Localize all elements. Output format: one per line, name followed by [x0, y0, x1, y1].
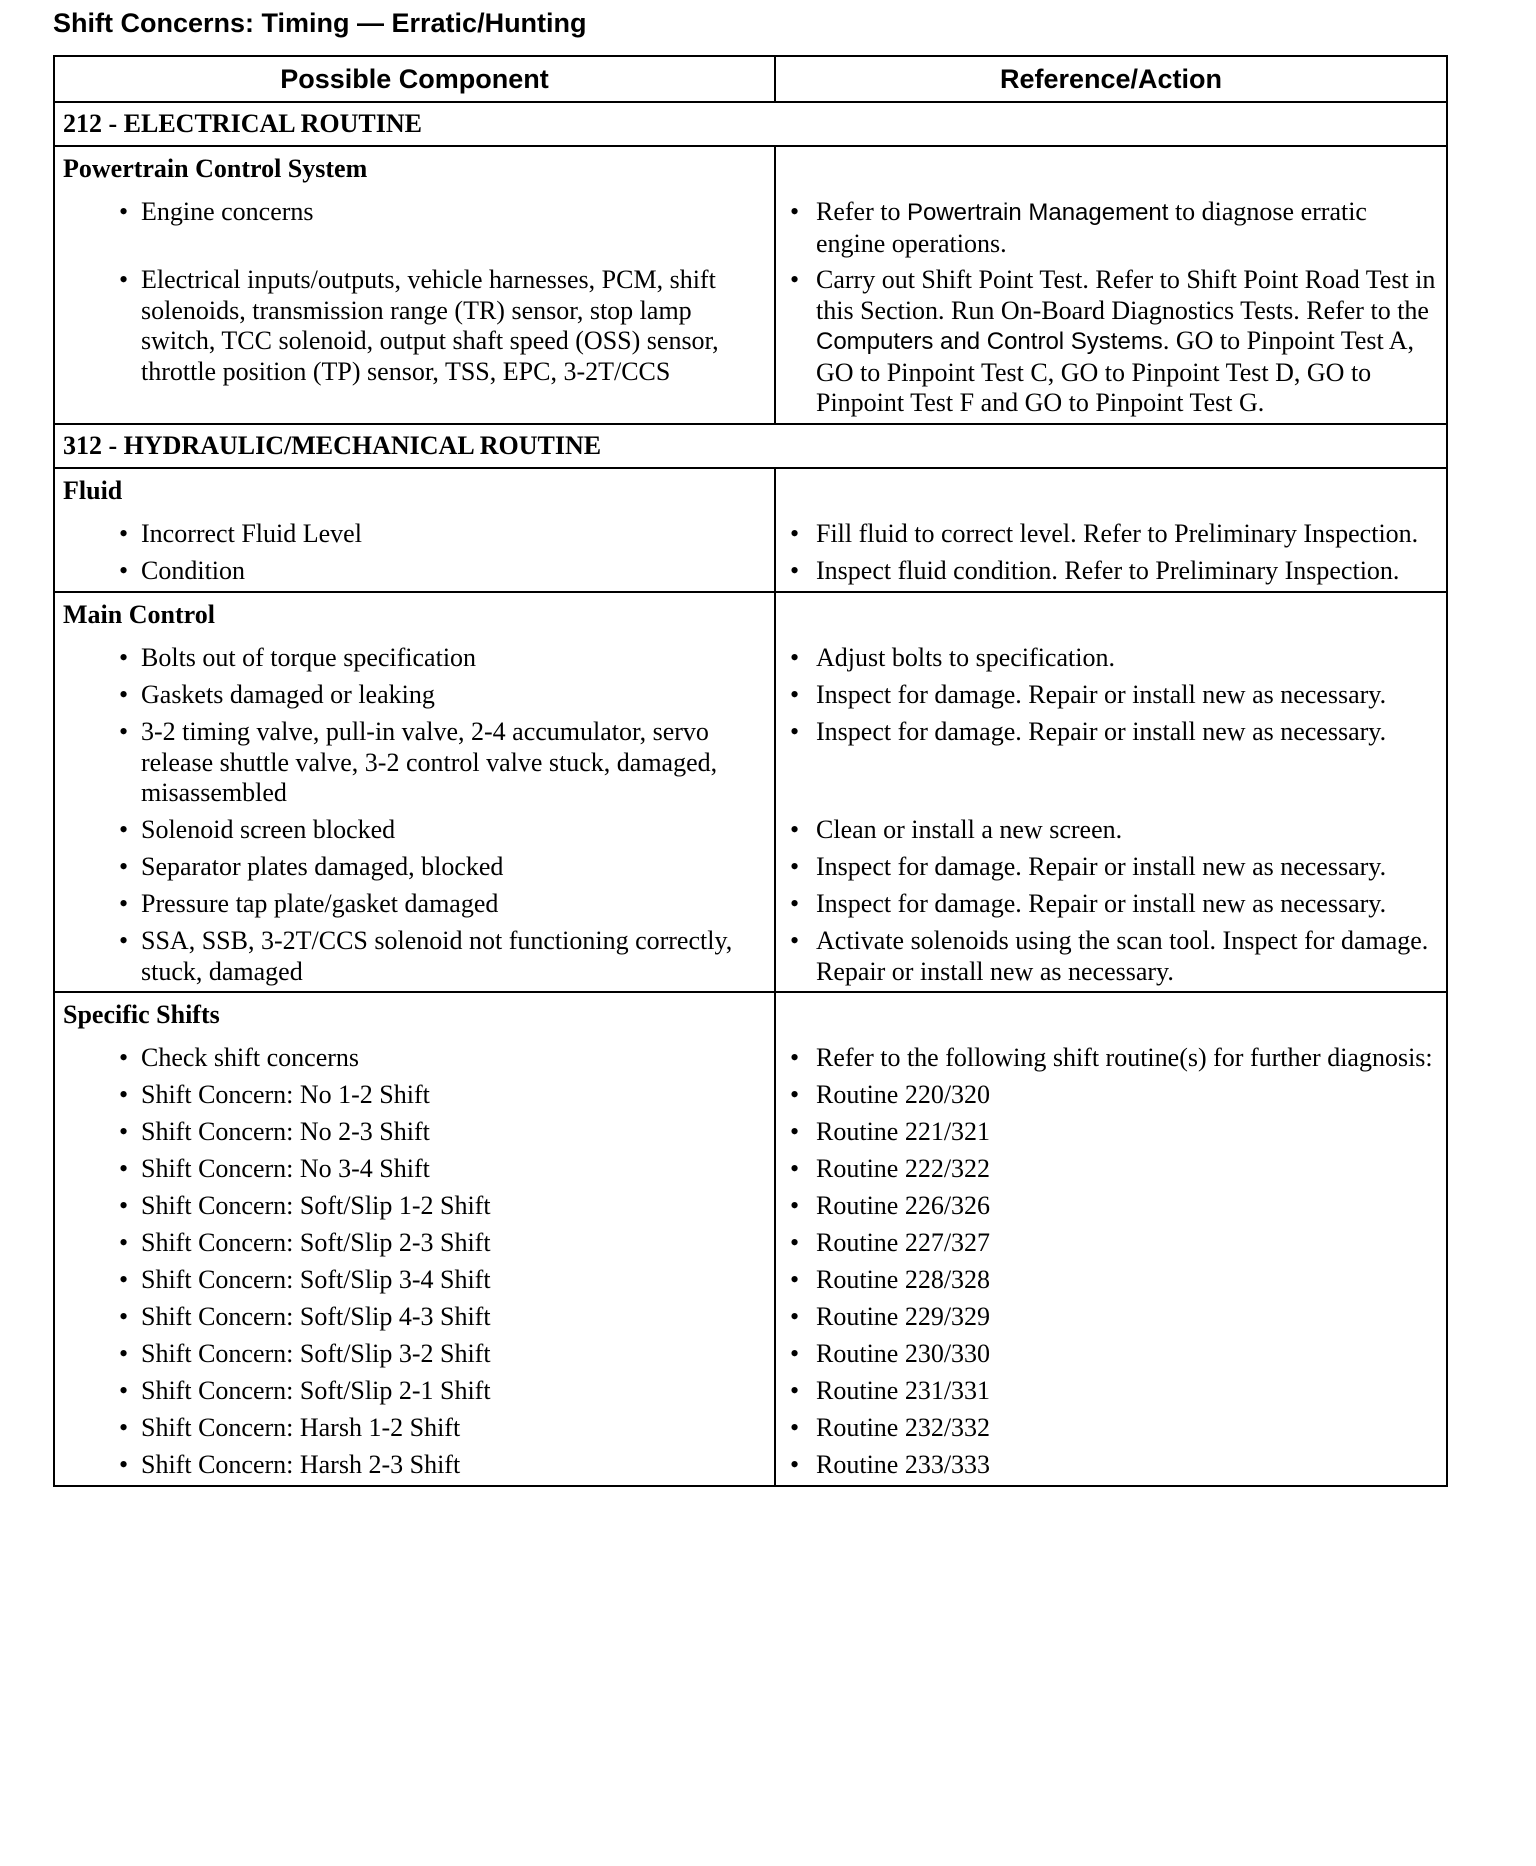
action-text: Routine 233/333	[816, 1450, 991, 1479]
component-item	[63, 711, 774, 809]
bullet-icon: •	[790, 1191, 800, 1220]
bullet-icon: •	[790, 265, 800, 294]
bullet-icon: •	[790, 1228, 800, 1257]
action-cell	[776, 469, 1446, 591]
component-item	[63, 550, 774, 587]
action-text: Routine 228/328	[816, 1265, 991, 1294]
bullet-icon: •	[119, 1191, 129, 1220]
action-item	[776, 883, 1446, 920]
action-text: Refer to the following shift routine(s) for further diagnosis:	[816, 1043, 1433, 1072]
component-item	[63, 809, 774, 846]
component-text: Engine concerns	[141, 197, 314, 226]
reference-link: Powertrain Management	[906, 199, 1169, 226]
bullet-icon: •	[119, 1154, 129, 1183]
component-item	[63, 513, 774, 550]
page-title: Shift Concerns: Timing — Erratic/Hunting	[53, 8, 587, 38]
bullet-icon: •	[790, 1450, 800, 1479]
component-text: Shift Concern: No 3-4 Shift	[141, 1154, 430, 1183]
component-group	[55, 469, 1446, 593]
component-item	[63, 883, 774, 920]
action-item	[776, 1407, 1446, 1444]
component-text: Shift Concern: Harsh 2-3 Shift	[141, 1450, 461, 1479]
component-text: Shift Concern: Soft/Slip 4-3 Shift	[141, 1302, 491, 1331]
action-text: . GO to Pinpoint Test A, GO to Pinpoint Test C, GO to Pinpoint Test D, GO to Pinpoint Test F and GO to Pinpoint Test G.	[816, 326, 1415, 417]
action-cell	[776, 147, 1446, 423]
action-text: Routine 227/327	[816, 1228, 991, 1257]
component-item	[63, 191, 774, 259]
action-text: Routine 230/330	[816, 1339, 991, 1368]
component-item	[63, 1185, 774, 1222]
action-text: Adjust bolts to specification.	[816, 643, 1115, 672]
group-heading: Main Control	[63, 600, 215, 629]
bullet-icon: •	[790, 556, 800, 585]
action-item	[776, 1148, 1446, 1185]
bullet-icon: •	[790, 1080, 800, 1109]
bullet-icon: •	[119, 926, 129, 955]
bullet-icon: •	[119, 1376, 129, 1405]
component-item	[63, 846, 774, 883]
action-text: to diagnose erratic engine operations.	[816, 197, 1367, 258]
component-cell	[55, 593, 776, 991]
action-text: Routine 231/331	[816, 1376, 991, 1405]
group-heading-spacer	[776, 593, 1446, 637]
bullet-icon: •	[119, 852, 129, 881]
bullet-icon: •	[119, 1228, 129, 1257]
bullet-icon: •	[790, 815, 800, 844]
component-text: Shift Concern: Soft/Slip 1-2 Shift	[141, 1191, 491, 1220]
component-cell	[55, 147, 776, 423]
bullet-icon: •	[119, 1043, 129, 1072]
bullet-icon: •	[790, 197, 800, 226]
component-text: Shift Concern: No 1-2 Shift	[141, 1080, 430, 1109]
action-text: Refer to	[816, 197, 907, 226]
bullet-icon: •	[790, 1339, 800, 1368]
bullet-icon: •	[790, 1154, 800, 1183]
component-item	[63, 1333, 774, 1370]
component-group	[55, 593, 1446, 993]
group-heading-spacer	[776, 469, 1446, 513]
action-item	[776, 1222, 1446, 1259]
component-text: Separator plates damaged, blocked	[141, 852, 504, 881]
group-heading: Specific Shifts	[63, 1000, 220, 1029]
group-heading-spacer	[776, 147, 1446, 191]
action-cell	[776, 593, 1446, 991]
bullet-icon: •	[119, 1302, 129, 1331]
bullet-icon: •	[790, 926, 800, 955]
component-text: Incorrect Fluid Level	[141, 519, 362, 548]
bullet-icon: •	[790, 852, 800, 881]
action-item	[776, 191, 1446, 259]
bullet-icon: •	[790, 1376, 800, 1405]
component-text: Bolts out of torque specification	[141, 643, 477, 672]
bullet-icon: •	[790, 519, 800, 548]
action-item	[776, 1444, 1446, 1481]
component-item	[63, 637, 774, 674]
action-item	[776, 846, 1446, 883]
component-item	[63, 1037, 774, 1074]
table-header-row	[55, 57, 1446, 103]
bullet-icon: •	[119, 815, 129, 844]
bullet-icon: •	[790, 889, 800, 918]
group-heading-spacer	[776, 993, 1446, 1037]
action-item	[776, 513, 1446, 550]
action-text: Routine 232/332	[816, 1413, 991, 1442]
component-text: Condition	[141, 556, 246, 585]
component-text: SSA, SSB, 3-2T/CCS solenoid not functioning correctly, stuck, damaged	[141, 926, 733, 986]
bullet-icon: •	[119, 1450, 129, 1479]
reference-link: Computers and Control Systems	[816, 328, 1163, 355]
component-item	[63, 1111, 774, 1148]
component-text: Pressure tap plate/gasket damaged	[141, 889, 499, 918]
component-text: 3-2 timing valve, pull-in valve, 2-4 accumulator, servo release shuttle valve, 3-2 control valve stuck, damaged, misassembled	[141, 717, 718, 807]
bullet-icon: •	[119, 1413, 129, 1442]
bullet-icon: •	[119, 717, 129, 746]
action-text: Routine 229/329	[816, 1302, 991, 1331]
bullet-icon: •	[790, 1302, 800, 1331]
bullet-icon: •	[119, 680, 129, 709]
action-text: Inspect for damage. Repair or install new as necessary.	[816, 717, 1387, 746]
action-item	[776, 1185, 1446, 1222]
bullet-icon: •	[790, 717, 800, 746]
action-item	[776, 1370, 1446, 1407]
component-text: Shift Concern: No 2-3 Shift	[141, 1117, 430, 1146]
component-group	[55, 147, 1446, 425]
component-item	[63, 1370, 774, 1407]
action-text: Inspect for damage. Repair or install new as necessary.	[816, 889, 1387, 918]
bullet-icon: •	[790, 680, 800, 709]
action-item	[776, 920, 1446, 987]
action-item	[776, 809, 1446, 846]
bullet-icon: •	[119, 889, 129, 918]
component-item	[63, 920, 774, 987]
action-item	[776, 259, 1446, 419]
action-item	[776, 1074, 1446, 1111]
action-text: Fill fluid to correct level. Refer to Preliminary Inspection.	[816, 519, 1419, 548]
bullet-icon: •	[790, 1043, 800, 1072]
bullet-icon: •	[790, 1413, 800, 1442]
component-group	[55, 993, 1446, 1485]
action-item	[776, 1296, 1446, 1333]
bullet-icon: •	[119, 197, 129, 226]
component-item	[63, 1296, 774, 1333]
component-cell	[55, 469, 776, 591]
action-text: Carry out Shift Point Test. Refer to Shift Point Road Test in this Section. Run On-Board Diagnostics Tests. Refer to the	[816, 265, 1436, 325]
action-item	[776, 1037, 1446, 1074]
action-text: Routine 226/326	[816, 1191, 991, 1220]
action-item	[776, 1333, 1446, 1370]
component-text: Shift Concern: Soft/Slip 2-1 Shift	[141, 1376, 491, 1405]
action-item	[776, 1111, 1446, 1148]
bullet-icon: •	[119, 265, 129, 294]
action-item	[776, 711, 1446, 809]
bullet-icon: •	[790, 1117, 800, 1146]
bullet-icon: •	[119, 643, 129, 672]
action-text: Activate solenoids using the scan tool. Inspect for damage. Repair or install new as necessary.	[816, 926, 1429, 986]
bullet-icon: •	[119, 519, 129, 548]
component-item	[63, 1444, 774, 1481]
bullet-icon: •	[119, 1117, 129, 1146]
component-text: Shift Concern: Soft/Slip 3-2 Shift	[141, 1339, 491, 1368]
diagnostic-table	[53, 55, 1448, 1487]
action-text: Inspect fluid condition. Refer to Preliminary Inspection.	[816, 556, 1400, 585]
component-item	[63, 1222, 774, 1259]
component-text: Gaskets damaged or leaking	[141, 680, 435, 709]
component-item	[63, 1259, 774, 1296]
column-header-action: Reference/Action	[999, 63, 1223, 94]
table-body	[55, 103, 1446, 1485]
component-text: Check shift concerns	[141, 1043, 360, 1072]
component-text: Shift Concern: Soft/Slip 3-4 Shift	[141, 1265, 491, 1294]
component-item	[63, 1148, 774, 1185]
bullet-icon: •	[790, 1265, 800, 1294]
component-cell	[55, 993, 776, 1485]
action-item	[776, 674, 1446, 711]
action-item	[776, 637, 1446, 674]
group-heading: Fluid	[63, 476, 123, 505]
bullet-icon: •	[119, 1339, 129, 1368]
action-item	[776, 1259, 1446, 1296]
component-text: Shift Concern: Harsh 1-2 Shift	[141, 1413, 461, 1442]
bullet-icon: •	[119, 1265, 129, 1294]
bullet-icon: •	[119, 556, 129, 585]
component-item	[63, 259, 774, 419]
component-item	[63, 1407, 774, 1444]
bullet-icon: •	[790, 643, 800, 672]
component-text: Electrical inputs/outputs, vehicle harnesses, PCM, shift solenoids, transmission range (TR) sensor, stop lamp switch, TCC solenoid, output shaft speed (OSS) sensor, throttle position (TP) sensor, TSS, EPC, 3-2T/CCS	[141, 265, 719, 386]
action-item	[776, 550, 1446, 587]
routine-heading: 312 - HYDRAULIC/MECHANICAL ROUTINE	[55, 425, 1446, 469]
routine-heading: 212 - ELECTRICAL ROUTINE	[55, 103, 1446, 147]
component-item	[63, 674, 774, 711]
action-cell	[776, 993, 1446, 1485]
component-text: Solenoid screen blocked	[141, 815, 396, 844]
bullet-icon: •	[119, 1080, 129, 1109]
component-item	[63, 1074, 774, 1111]
group-heading: Powertrain Control System	[63, 154, 368, 183]
component-text: Shift Concern: Soft/Slip 2-3 Shift	[141, 1228, 491, 1257]
action-text: Routine 220/320	[816, 1080, 991, 1109]
action-text: Inspect for damage. Repair or install new as necessary.	[816, 852, 1387, 881]
action-text: Routine 221/321	[816, 1117, 991, 1146]
column-header-component: Possible Component	[55, 57, 776, 101]
action-text: Routine 222/322	[816, 1154, 991, 1183]
action-text: Inspect for damage. Repair or install new as necessary.	[816, 680, 1387, 709]
action-text: Clean or install a new screen.	[816, 815, 1123, 844]
